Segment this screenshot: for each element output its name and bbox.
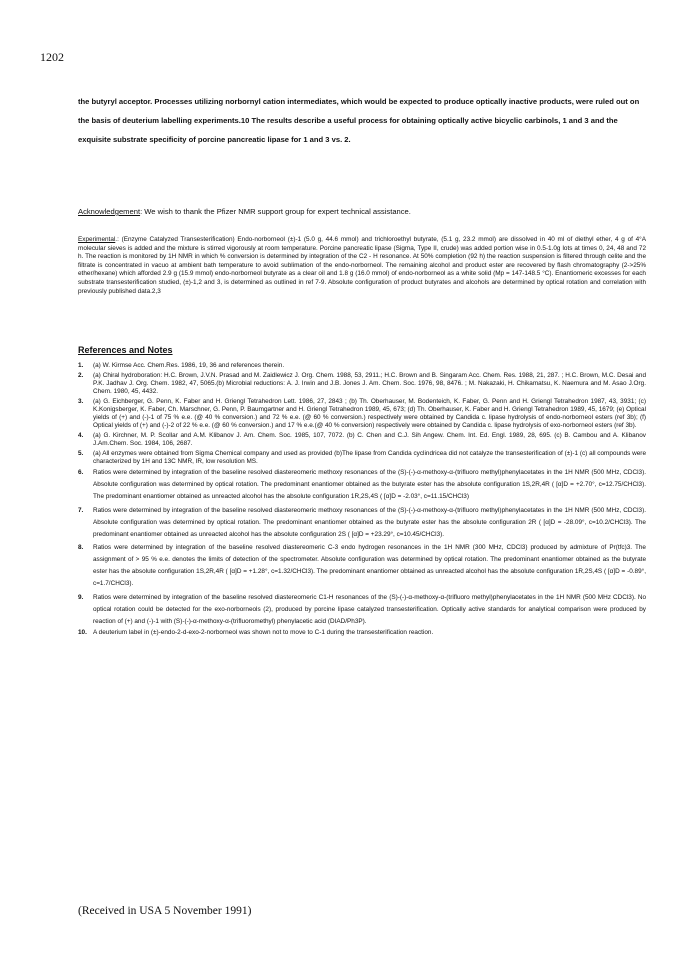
experimental-paragraph xyxy=(78,236,646,296)
page-number: 1202 xyxy=(40,50,64,64)
reference-item xyxy=(78,467,646,503)
acknowledgement-heading: Acknowledgement xyxy=(78,207,141,216)
experimental-heading: Experimental xyxy=(78,236,116,243)
experimental-text: .: (Enzyme Catalyzed Transesterification) Endo-norborneol (±)-1 (5.0 g, 44.6 mmol) and trichloroethyl butyrate, (5.1 g, 23.2 mmol) are dissolved in 40 ml of diethyl ether, 4 g of 4°A molecular sieves is added and the mixture is stirred vigorously at room temperature. Porcine pancreatic lipase (Sigma, Type II, crude) was added portion wise in 0.5-1.0g lots at times 0, 24, 48 and 72 h. The reaction is monitored by 1H NMR in which % conversion is determined by integration of the C2 - H resonance. At 50% completion (92 h) the reaction suspension is filtered through celite and the filtrate is concentrated in vacuo at ambient bath temperature to avoid sublimation of the endo-norborneol. The remaining alcohol and product ester are recovered by flash chromatography (2->25% ether/hexane) which afforded 2.9 g (15.9 mmol) endo-norborneol butyrate as a clear oil and 1.8 g (16.0 mmol) of endo-norborneol as a white solid (Mp = 147-148.5 °C). Enantiomeric excesses for each substrate transesterification studied, (±)-1,2 and 3, is determined as outlined in ref 7-9. Absolute configuration of product butyrates and alcohols are determined by optical rotation and correlation with previously published data.2,3 xyxy=(78,236,646,295)
reference-item xyxy=(78,542,646,590)
reference-number: 3. xyxy=(78,397,84,405)
reference-number: 7. xyxy=(78,506,84,514)
reference-text: Ratios were determined by integration of the baseline resolved diastereomeric methoxy resonances of the (S)-(-)-α-methoxy-α-(trifluoro methyl)phenylacetates in the 1H NMR (500 MHz, CDCl3). Absolute configuration was determined by optical rotation. The predominant enantiomer obtained as the butyrate ester has the absolute configuration 1S,2R,4R ( [α]D = +2.70°, c=12.75/CHCl3). The predominant enantiomer obtained as unreacted alcohol has the absolute configuration 1R,2S,4S ( [α]D = -2.03°, c=11.15/CHCl3) xyxy=(93,469,646,501)
received-date: (Received in USA 5 November 1991) xyxy=(78,905,252,917)
reference-item xyxy=(78,592,646,628)
intro-paragraph: the butyryl acceptor. Processes utilizing norbornyl cation intermediates, which would be expected to produce optically inactive products, were ruled out on the basis of deuterium labelling experiments.10 The results describe a useful process for obtaining optically active bicyclic carbinols, 1 and 3 and the exquisite substrate specificity of porcine pancreatic lipase for 1 and 3 vs. 2. xyxy=(78,97,640,144)
reference-text: (a) All enzymes were obtained from Sigma Chemical company and used as provided (b)The lipase from Candida cyclindricea did not catalyze the transesterification of (±)-1 (c) all compounds were characterized by 1H and 13C NMR, IR, low resolution MS. xyxy=(93,449,646,465)
reference-number: 1. xyxy=(78,362,84,369)
reference-number: 2. xyxy=(78,371,84,379)
reference-text: (a) Chiral hydroboration: H.C. Brown, J.V.N. Prasad and M. Zaidlewicz J. Org. Chem. 1988, 53, 2911.; H.C. Brown and B. Singaram Acc. Chem. Res. 1988, 21, 287. ; H.C. Brown, M.C. Desai and P.K. Jadhav J. Org. Chem. 1982, 47, 5065.(b) Microbial reductions: A. J. Irwin and J.B. Jones J. Am. Chem. Soc. 1976, 98, 8476. ; M. Nakazaki, H. Chikamatsu, K. Naemura and M. Asao J.Org. Chem. 1980, 45, 4432. xyxy=(93,371,646,395)
reference-text: (a) W. Kirmse Acc. Chem.Res. 1986, 19, 36 and references therein. xyxy=(93,362,285,369)
reference-text: (a) G. Kirchner, M. P. Scollar and A.M. Klibanov J. Am. Chem. Soc. 1985, 107, 7072. (b) C. Chen and C.J. Sih Angew. Chem. Int. Ed. Engl. 1989, 28, 695. (c) B. Cambou and A. Klibanov J.Am.Chem. Soc. 1984, 106, 2687. xyxy=(93,431,646,447)
reference-text: Ratios were determined by integration of the baseline resolved diastereomeric methoxy resonances of the (S)-(-)-α-methoxy-α-(trifluoro methyl)phenylacetates in the 1H NMR (500 MHz, CDCl3). Absolute configuration was determined by optical rotation. The predominant enantiomer obtained as the butyrate ester has the absolute configuration 2R ( [α]D = -28.09°, c=10.2/CHCl3). The predominant enantiomer obtained as unreacted alcohol has the absolute configuration 2S ( [α]D = +23.29°, c=10.45/CHCl3). xyxy=(93,506,646,538)
reference-number: 6. xyxy=(78,469,84,477)
reference-item xyxy=(78,505,646,541)
acknowledgement-paragraph xyxy=(78,206,646,218)
reference-item xyxy=(78,432,646,448)
reference-text: Ratios were determined by integration of the baseline resolved diastereomeric C-3 endo hydrogen resonances in the 1H NMR (300 MHz, CDCl3) produced by admixture of Pr(tfc)3. The assignment of > 95 % e.e. denotes the limits of detection of the spectrometer. Absolute configuration was determined by optical rotation. The predominant enantiomer obtained as the butyrate ester has the absolute configuration 1S,2R,4R ( [α]D = +1.28°, c=1.32/CHCl3). The predominant enantiomer obtained as unreacted alcohol has the absolute configuration 1R,2S,4S ( [α]D = -0.89°, c=1.7/CHCl3). xyxy=(93,544,646,588)
reference-number: 8. xyxy=(78,544,84,552)
reference-text: Ratios were determined by integration of the baseline resolved diastereomeric C1-H resonances of the (S)-(-)-α-methoxy-α-(trifluoro methyl)phenylacetates in the 1H NMR (500 MHz CDCl3). No optical rotation could be detected for the exo-norborneols (2), produced by porcine lipase catalyzed transesterification. Optically active standards for analytical comparison were produced by reaction of (+) and (-)-1 with (S)-(-)-α-methoxy-α-(trifluoromethyl) phenylacetic acid (DIAD/Ph3P). xyxy=(93,593,646,625)
references-heading: References and Notes xyxy=(78,345,173,355)
references-list xyxy=(78,362,646,639)
reference-item xyxy=(78,362,646,370)
reference-item xyxy=(78,372,646,397)
reference-item xyxy=(78,629,646,637)
reference-text: A deuterium label in (±)-endo-2-d-exo-2-norborneol was shown not to move to C-1 during the transesterification reaction. xyxy=(93,628,434,636)
reference-item xyxy=(78,450,646,466)
reference-text: (a) G. Eichberger, G. Penn, K. Faber and H. Griengl Tetrahedron Lett. 1986, 27, 2843 ; (b) Th. Oberhauser, M. Bodenteich, K. Faber, G. Penn and H. Griengl Tetrahedron 1987, 43, 3931; (c) K.Konigsberger, K. Faber, Ch. Marschner, G. Penn, P. Baumgartner and H. Griengl Tetrahedron 1989, 45, 673; (d) Th. Oberhauser, K. Faber and H. Griengl Tetrahedron 1989, 45, 1679; (e) Optical yields of (+) and (-)-1 of 75 % e.e. (@ 40 % conversion.) and 72 % e.e. (@ 60 % conversion.) respectively were obtained by Candida c. lipase hydrolysis of endo-norborneol esters (ref 3b); (f) Optical yields of (+) and (-)-2 of 22 % e.e. (@ 60 % conversion.) and 17 % e.e.(@ 40 % conversion) respectively were obtained by Candida c. lipase hydrolysis of exo-norborneol esters (ref 3b). xyxy=(93,397,646,430)
reference-number: 4. xyxy=(78,431,84,439)
reference-number: 9. xyxy=(78,593,84,601)
reference-item xyxy=(78,398,646,431)
acknowledgement-text: : We wish to thank the Pfizer NMR support group for expert technical assistance. xyxy=(140,207,411,216)
reference-number: 5. xyxy=(78,449,84,457)
reference-number: 10. xyxy=(78,628,87,636)
